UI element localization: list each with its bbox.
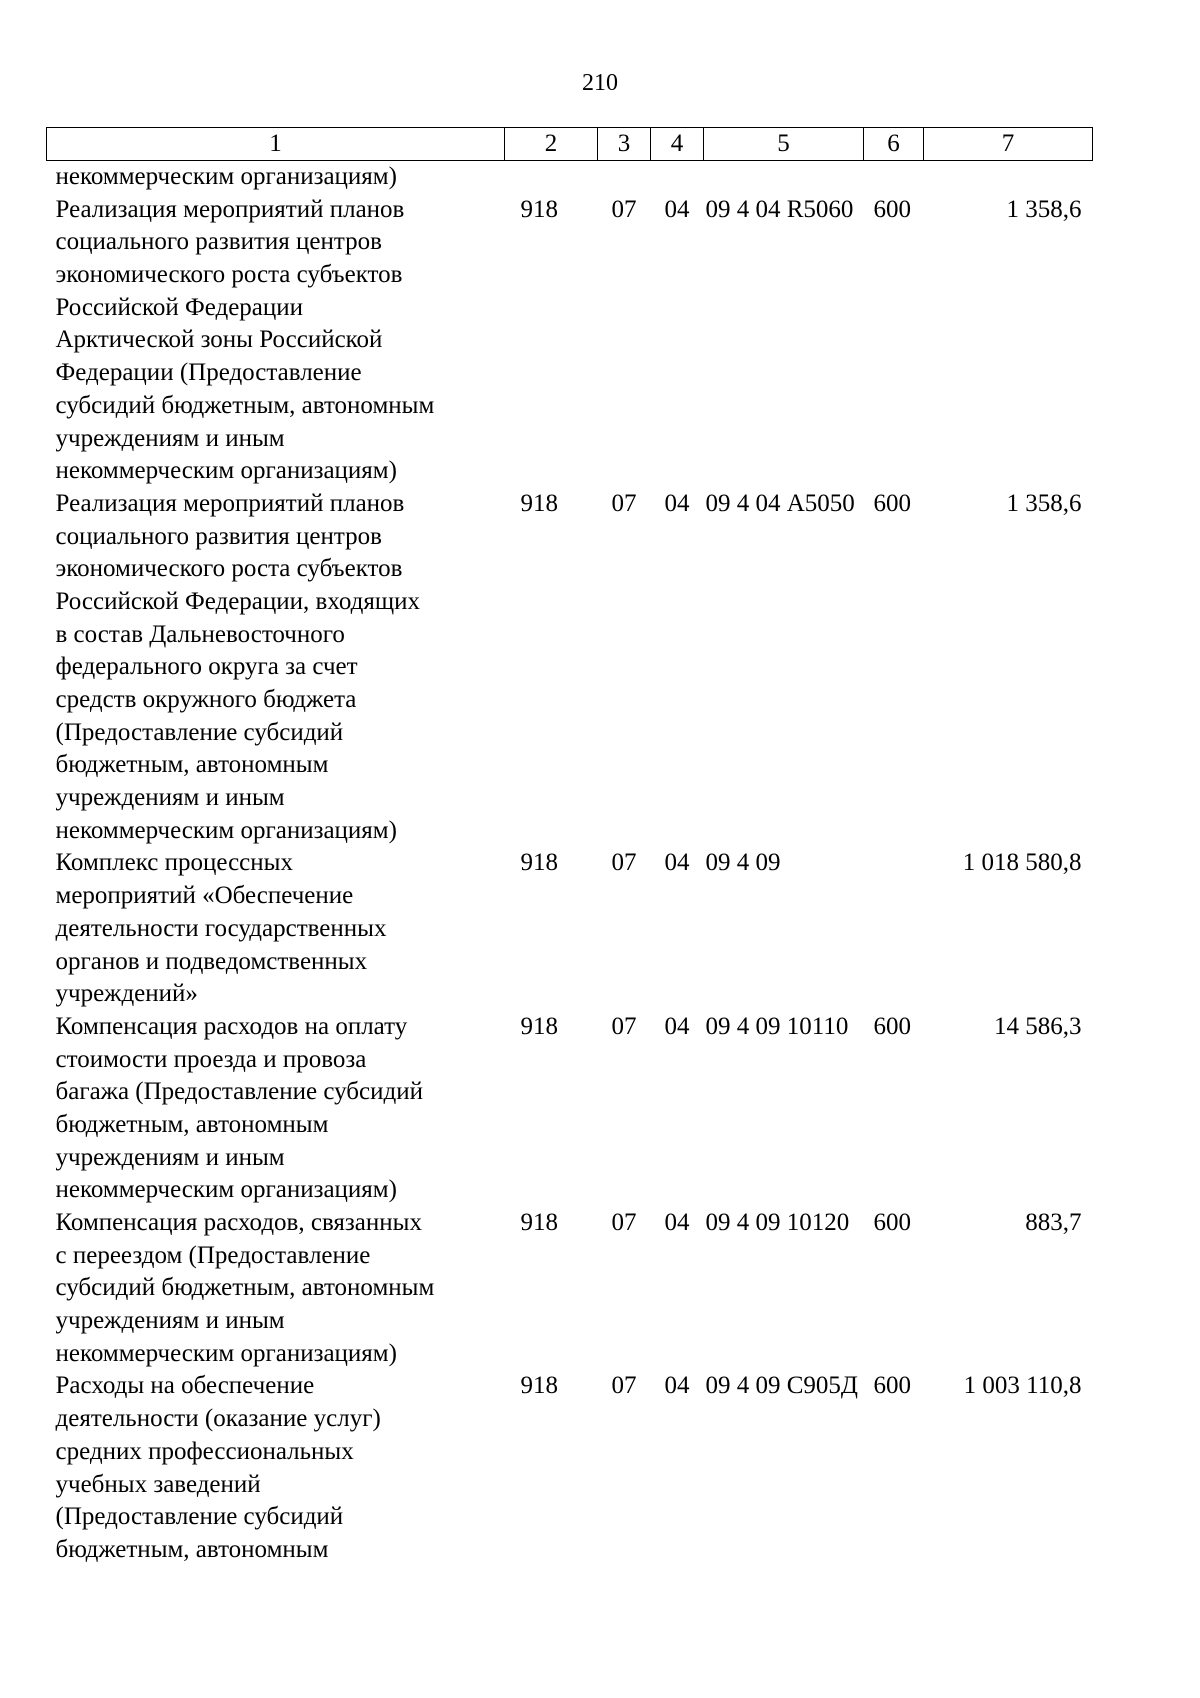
- description-line: с переездом (Предоставление: [55, 1241, 371, 1269]
- row-subsection: 04: [664, 1012, 690, 1040]
- row-ministry-code: 918: [520, 1372, 558, 1400]
- table-row: [47, 161, 1093, 194]
- description-line: бюджетным, автономным: [55, 751, 329, 779]
- row-section: 07: [611, 1209, 637, 1236]
- description-line: некоммерческим организациям): [55, 163, 397, 190]
- row-subsection: [651, 161, 704, 194]
- row-section: 07: [611, 1372, 637, 1400]
- header-col-2: 2: [505, 128, 598, 161]
- row-expense-type: 600: [873, 1012, 911, 1040]
- row-amount: 883,7: [1025, 1209, 1082, 1236]
- row-subsection: 04: [664, 849, 690, 877]
- row-ministry-code: 918: [520, 1012, 558, 1040]
- row-ministry-code: 918: [520, 1209, 558, 1236]
- description-line: субсидий бюджетным, автономным: [55, 1274, 435, 1302]
- row-amount: 1 003 110,8: [963, 1372, 1082, 1400]
- description-line: учреждениям и иным: [55, 424, 285, 452]
- header-col-6: 6: [864, 128, 924, 161]
- description-line: деятельности государственных: [55, 914, 387, 942]
- description-line: (Предоставление субсидий: [55, 718, 344, 746]
- description-line: Российской Федерации: [55, 293, 304, 321]
- table-row: [47, 847, 1093, 1010]
- description-line: экономического роста субъектов: [55, 555, 403, 583]
- description-line: некоммерческим организациям): [55, 816, 397, 844]
- row-target-item: 09 4 04 R5060: [705, 195, 854, 223]
- row-description: [47, 1011, 505, 1207]
- table-row: [47, 194, 1093, 488]
- description-line: социального развития центров: [55, 522, 382, 550]
- description-line: багажа (Предоставление субсидий: [55, 1078, 423, 1106]
- row-section: [598, 161, 651, 194]
- row-description: [47, 488, 505, 848]
- description-line: стоимости проезда и провоза: [55, 1045, 367, 1073]
- row-section: 07: [611, 849, 637, 877]
- row-subsection: 04: [664, 1372, 690, 1400]
- table-row: [47, 1370, 1093, 1566]
- row-subsection: 04: [664, 195, 690, 223]
- page-number: 210: [582, 70, 618, 96]
- description-line: Федерации (Предоставление: [55, 359, 362, 387]
- table-row: [47, 1011, 1093, 1207]
- description-line: Компенсация расходов на оплату: [55, 1012, 408, 1040]
- row-target-item: 09 4 09 10110: [705, 1012, 849, 1040]
- description-line: некоммерческим организациям): [55, 457, 397, 485]
- description-line: учреждениям и иным: [55, 1307, 285, 1335]
- description-line: органов и подведомственных: [55, 947, 368, 975]
- header-col-4: 4: [651, 128, 704, 161]
- header-col-3: 3: [598, 128, 651, 161]
- table-body: [47, 161, 1093, 1567]
- description-line: федерального округа за счет: [55, 653, 358, 681]
- row-target-item: 09 4 09 10120: [705, 1209, 850, 1236]
- description-line: Расходы на обеспечение: [55, 1372, 315, 1400]
- row-subsection: 04: [664, 1209, 690, 1236]
- header-col-1: 1: [47, 128, 505, 161]
- description-line: в состав Дальневосточного: [55, 620, 345, 648]
- row-expense-type: 600: [873, 195, 911, 223]
- row-description: [47, 847, 505, 1010]
- description-line: Российской Федерации, входящих: [55, 587, 421, 615]
- row-description: [47, 194, 505, 488]
- budget-table: [46, 127, 1093, 1567]
- description-line: Реализация мероприятий планов: [55, 195, 405, 223]
- table-header: [47, 128, 1093, 161]
- table-row: [47, 488, 1093, 848]
- description-line: мероприятий «Обеспечение: [55, 882, 354, 910]
- row-amount: 14 586,3: [994, 1012, 1082, 1040]
- description-line: деятельности (оказание услуг): [55, 1405, 381, 1433]
- row-expense-type: 600: [873, 489, 911, 517]
- description-line: средств окружного бюджета: [55, 686, 357, 713]
- row-target-item: 09 4 09: [705, 849, 781, 877]
- description-line: некоммерческим организациям): [55, 1176, 397, 1204]
- row-section: 07: [611, 195, 637, 223]
- row-expense-type: 600: [873, 1209, 911, 1236]
- row-ministry-code: 918: [520, 195, 558, 223]
- description-line: социального развития центров: [55, 228, 382, 256]
- row-description: [47, 1370, 505, 1566]
- row-description: [47, 161, 505, 194]
- description-line: Арктической зоны Российской: [55, 326, 383, 354]
- header-col-7: 7: [924, 128, 1093, 161]
- row-section: 07: [611, 489, 637, 517]
- row-ministry-code: 918: [520, 489, 558, 517]
- description-line: учебных заведений: [55, 1470, 261, 1498]
- header-col-5: 5: [704, 128, 864, 161]
- description-line: субсидий бюджетным, автономным: [55, 391, 435, 419]
- row-amount: [924, 161, 1093, 194]
- row-target-item: [704, 161, 864, 194]
- row-expense-type: 600: [873, 1372, 911, 1400]
- row-ministry-code: [505, 161, 598, 194]
- header-row: [47, 128, 1093, 161]
- description-line: бюджетным, автономным: [55, 1110, 329, 1138]
- description-line: средних профессиональных: [55, 1437, 354, 1465]
- description-line: учреждениям и иным: [55, 1143, 285, 1171]
- table-row: [47, 1207, 1093, 1370]
- row-target-item: 09 4 09 С905Д: [705, 1372, 858, 1400]
- description-line: Реализация мероприятий планов: [55, 489, 405, 517]
- row-section: 07: [611, 1012, 637, 1040]
- row-subsection: 04: [664, 489, 690, 517]
- description-line: экономического роста субъектов: [55, 261, 403, 289]
- description-line: учреждений»: [55, 980, 198, 1008]
- description-line: бюджетным, автономным: [55, 1535, 329, 1563]
- row-target-item: 09 4 04 А5050: [705, 489, 855, 517]
- row-ministry-code: 918: [520, 849, 558, 877]
- row-amount: 1 358,6: [1006, 195, 1082, 223]
- description-line: (Предоставление субсидий: [55, 1503, 344, 1531]
- description-line: Компенсация расходов, связанных: [55, 1209, 422, 1236]
- row-expense-type: [864, 161, 924, 194]
- row-amount: 1 358,6: [1006, 489, 1082, 517]
- row-amount: 1 018 580,8: [962, 849, 1082, 877]
- description-line: Комплекс процессных: [55, 849, 293, 877]
- row-expense-type: [864, 847, 924, 1010]
- description-line: некоммерческим организациям): [55, 1339, 397, 1367]
- row-description: [47, 1207, 505, 1370]
- description-line: учреждениям и иным: [55, 784, 285, 812]
